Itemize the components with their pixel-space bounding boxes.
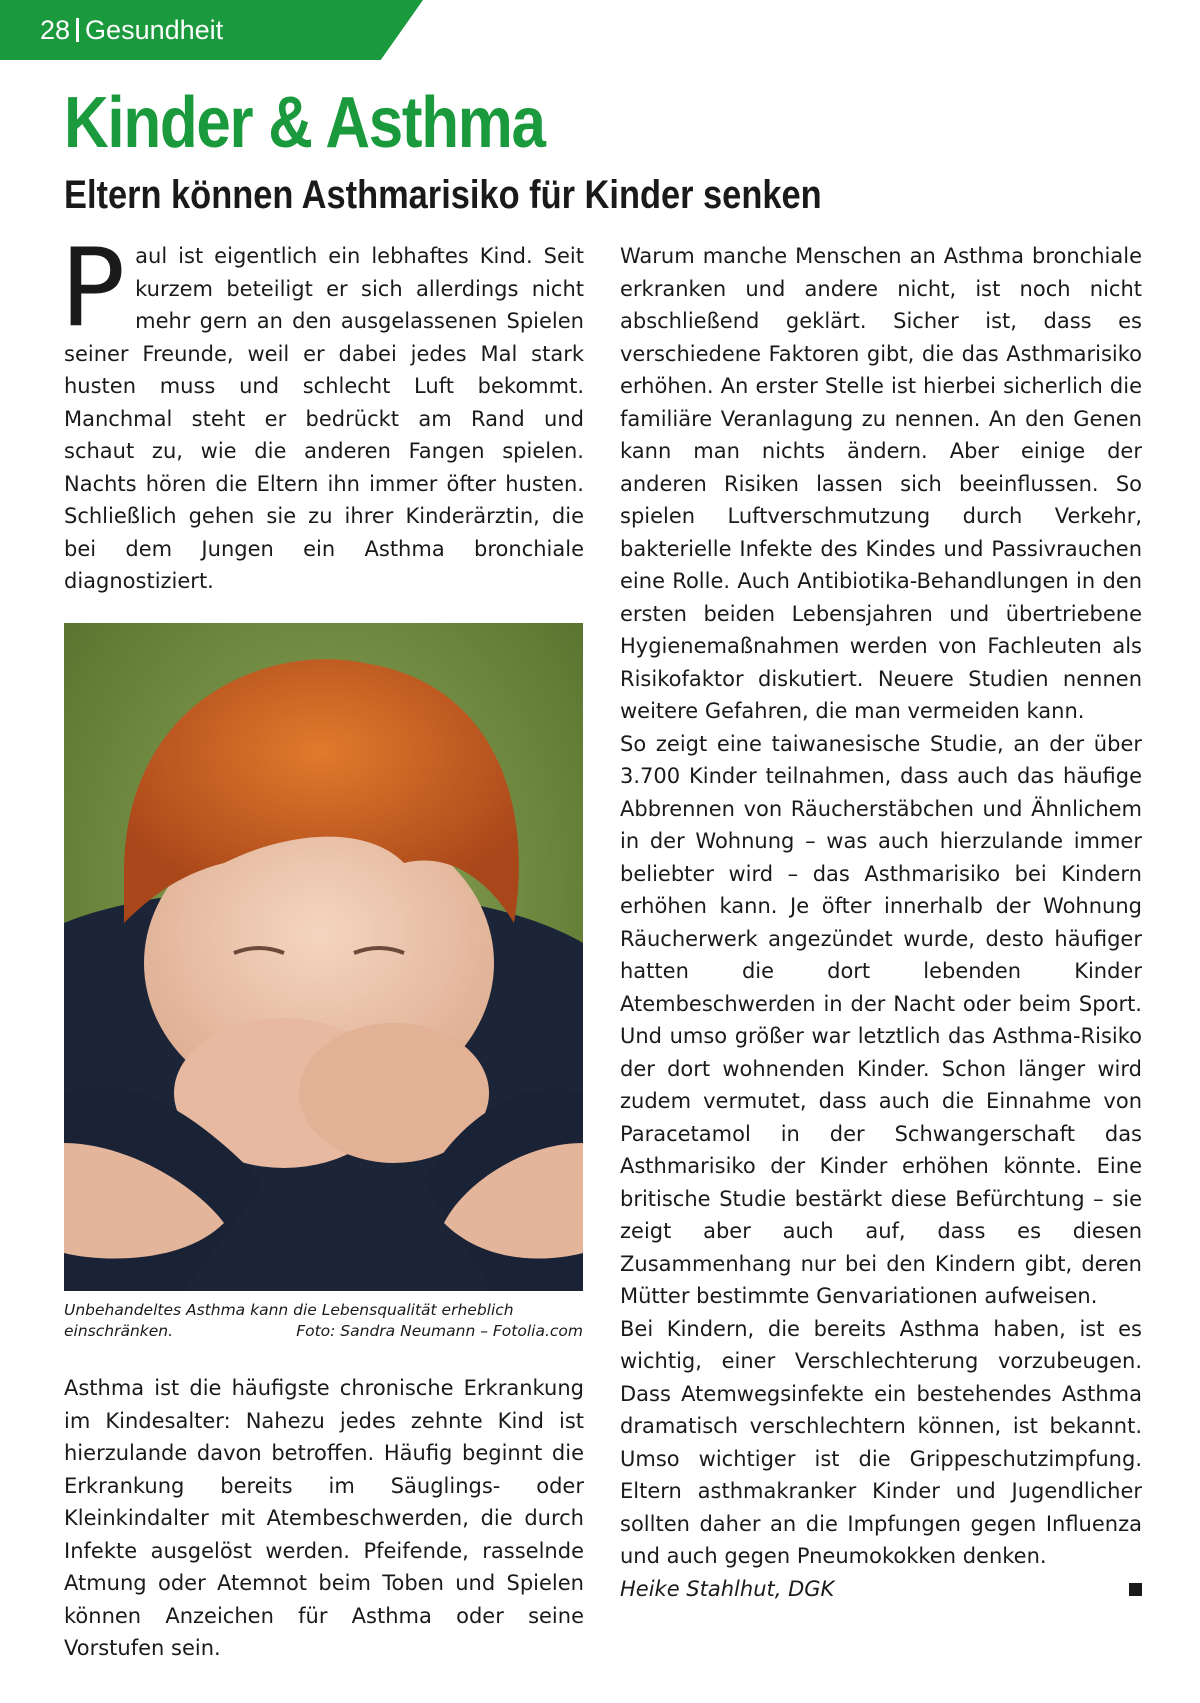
article-photo [64,623,583,1291]
header-separator [76,18,79,42]
author-line [620,1573,1142,1606]
photo-illustration [64,623,583,1291]
caption-text: Unbehandeltes Asthma kann die Lebensqualität erheblich einschränken. [64,1301,514,1340]
black-square-icon [1129,1583,1142,1596]
photo-credit: Foto: Sandra Neumann – Fotolia.com [296,1322,583,1340]
body-paragraph-right-1: Warum manche Menschen an Asthma bronchiale erkranken und andere nicht, ist noch nicht abschließend geklärt. Sicher ist, dass es verschiedene Faktoren gibt, die das Asthmarisiko erhöhen. An erster Stelle ist hierbei sicherlich die familiäre Veranlagung zu nennen. An den Genen kann man nichts ändern. Aber einige der anderen Risiken lassen sich beeinflussen. So spielen Luftverschmutzung durch Verkehr, bakterielle Infekte des Kindes und Passivrauchen eine Rolle. Auch Antibiotika-Behandlungen in den ersten beiden Lebensjahren und übertriebene Hygienemaßnahmen werden von Fachleuten als Risikofaktor diskutiert. Neuere Studien nennen weitere Gefahren, die man vermeiden kann. [620,244,1142,723]
section-header [40,14,223,46]
body-paragraph-right-3: Bei Kindern, die bereits Asthma haben, ist es wichtig, einer Verschlechterung vorzubeugen. Dass Atemwegsinfekte ein bestehendes Asthma dramatisch verschlechtern können, ist bekannt. Umso wichtiger ist die Grippeschutzimpfung. Eltern asthmakranker Kinder und Jugendlicher sollten daher an die Impfungen gegen Influenza und auch gegen Pneumokokken denken. [620,1316,1142,1568]
right-column [620,240,1142,1605]
article-subtitle: Eltern können Asthmarisiko für Kinder senken [64,173,822,217]
body-paragraph-right-2: So zeigt eine taiwanesische Studie, an der über 3.700 Kinder teilnahmen, dass auch das häufige Abbrennen von Räucherstäbchen und Ähnlichem in der Wohnung – was auch hierzulande immer beliebter wird – das Asthmarisiko bei Kindern erhöhen kann. Je öfter innerhalb der Wohnung Räucherwerk angezündet wurde, desto häufiger hatten die dort lebenden Kinder Atembeschwerden in der Nacht oder beim Sport. Und umso größer war letztlich das Asthma-Risiko der dort wohnenden Kinder. Schon länger wird zudem vermutet, dass auch die Einnahme von Paracetamol in der Schwangerschaft das Asthmarisiko der Kinder erhöhen könnte. Eine britische Studie bestärkt diese Befürchtung – sie zeigt aber auch auf, dass es diesen Zusammenhang nur bei den Kindern gibt, deren Mütter bestimmte Genvariationen aufweisen. [620,731,1142,1308]
dropcap: P [60,226,126,351]
body-paragraph-left: Asthma ist die häufigste chronische Erkrankung im Kindesalter: Nahezu jedes zehnte Kind ist hierzulande davon betroffen. Häufig beginnt die Erkrankung bereits im Säuglings- oder Kleinkindalter mit Atembeschwerden, die durch Infekte ausgelöst werden. Pfeifende, rasselnde Atmung oder Atemnot beim Toben und Spielen können Anzeichen für Asthma oder seine Vorstufen sein. [64,1376,584,1660]
page-number: 28 [40,15,71,45]
intro-paragraph: aul ist eigentlich ein lebhaftes Kind. Seit kurzem beteiligt er sich allerdings nicht mehr gern an den ausgelassenen Spielen seiner Freunde, weil er dabei jedes Mal stark husten muss und schlecht Luft bekommt. Manchmal steht er bedrückt am Rand und schaut zu, wie die anderen Fangen spielen. Nachts hören die Eltern ihn immer öfter husten. Schließlich gehen sie zu ihrer Kinderärztin, die bei dem Jungen ein Asthma bronchiale diagnostiziert. [64,244,584,593]
left-bottom-column [64,1372,584,1665]
article-title: Kinder & Asthma [64,83,545,163]
intro-column [60,226,584,598]
photo-caption [64,1300,583,1342]
section-name: Gesundheit [85,15,224,45]
author-name: Heike Stahlhut, DGK [620,1576,835,1601]
